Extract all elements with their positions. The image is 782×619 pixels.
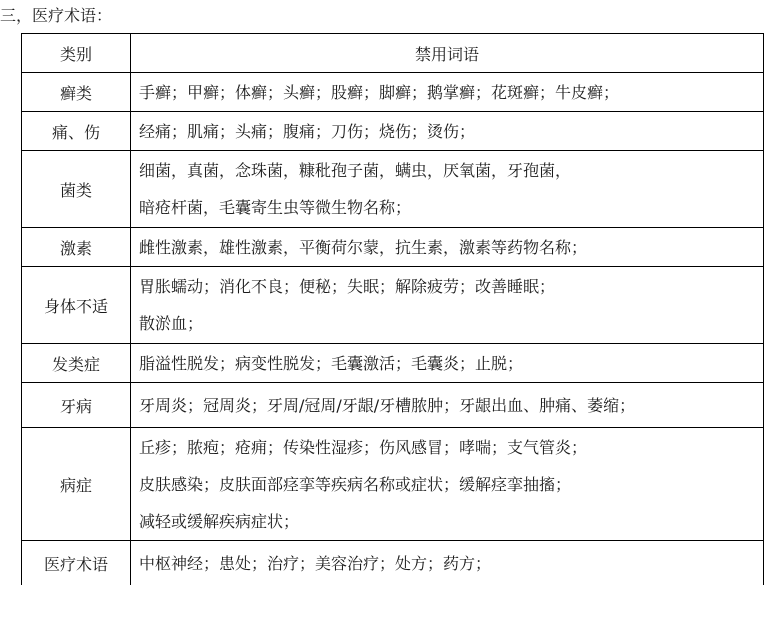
row-category: 发类症 bbox=[22, 344, 131, 383]
row-category: 痛、伤 bbox=[22, 112, 131, 151]
terms-line: 皮肤感染；皮肤面部痉挛等疾病名称或症状；缓解痉挛抽搐； bbox=[139, 474, 572, 494]
row-category: 身体不适 bbox=[22, 267, 131, 344]
table-row bbox=[22, 228, 764, 267]
row-terms bbox=[131, 383, 764, 428]
table-row bbox=[22, 541, 764, 586]
row-category: 激素 bbox=[22, 228, 131, 267]
terms-line: 细菌，真菌，念珠菌，糠秕孢子菌，螨虫，厌氧菌，牙孢菌， bbox=[139, 161, 572, 180]
row-category: 牙病 bbox=[22, 383, 131, 428]
table-row bbox=[22, 383, 764, 428]
row-terms bbox=[131, 228, 764, 267]
terms-line: 暗疮杆菌，毛囊寄生虫等微生物名称； bbox=[139, 198, 412, 217]
terms-line: 手癣；甲癣；体癣；头癣；股癣；脚癣；鹅掌癣；花斑癣；牛皮癣； bbox=[139, 82, 620, 102]
row-category: 癣类 bbox=[22, 73, 131, 112]
table-row bbox=[22, 151, 764, 228]
table-row bbox=[22, 428, 764, 541]
row-terms bbox=[131, 541, 764, 586]
terms-line: 脂溢性脱发；病变性脱发；毛囊激活；毛囊炎；止脱； bbox=[139, 353, 524, 373]
row-terms bbox=[131, 151, 764, 228]
terms-line: 散淤血； bbox=[139, 314, 204, 333]
terms-line: 胃胀蠕动；消化不良；便秘；失眠；解除疲劳；改善睡眠； bbox=[139, 277, 556, 296]
terms-line: 中枢神经；患处；治疗；美容治疗；处方；药方； bbox=[139, 553, 492, 573]
row-category: 病症 bbox=[22, 428, 131, 541]
table-row bbox=[22, 73, 764, 112]
row-terms bbox=[131, 73, 764, 112]
row-terms bbox=[131, 428, 764, 541]
section-heading: 三，医疗术语： bbox=[0, 6, 113, 25]
table-row bbox=[22, 112, 764, 151]
header-category: 类别 bbox=[22, 34, 131, 73]
table-body bbox=[22, 34, 764, 586]
row-category: 医疗术语 bbox=[22, 541, 131, 586]
row-terms bbox=[131, 112, 764, 151]
row-category: 菌类 bbox=[22, 151, 131, 228]
header-terms: 禁用词语 bbox=[131, 34, 764, 73]
terms-line: 经痛；肌痛；头痛；腹痛；刀伤；烧伤；烫伤； bbox=[139, 121, 476, 141]
banned-terms-table bbox=[21, 33, 764, 585]
row-terms bbox=[131, 267, 764, 344]
table-header-row bbox=[22, 34, 764, 73]
table-row bbox=[22, 267, 764, 344]
table-row bbox=[22, 344, 764, 383]
row-terms bbox=[131, 344, 764, 383]
terms-line: 减轻或缓解疾病症状； bbox=[139, 511, 300, 531]
terms-line: 丘疹；脓疱；疮痈；传染性湿疹；伤风感冒；哮喘；支气管炎； bbox=[139, 437, 588, 457]
terms-line: 雌性激素，雄性激素，平衡荷尔蒙，抗生素，激素等药物名称； bbox=[139, 237, 588, 257]
terms-line: 牙周炎；冠周炎；牙周/冠周/牙龈/牙槽脓肿；牙龈出血、肿痛、萎缩； bbox=[139, 395, 636, 415]
